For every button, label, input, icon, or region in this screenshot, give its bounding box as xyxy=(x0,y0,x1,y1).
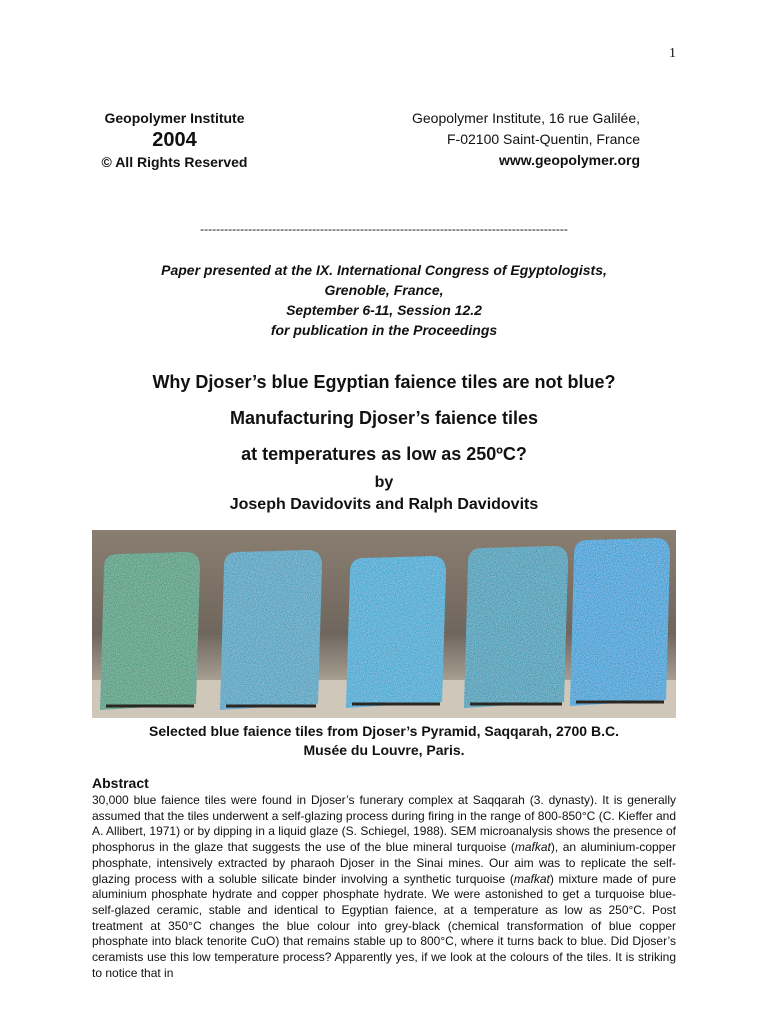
presentation-line-2: Grenoble, France, xyxy=(324,282,444,298)
institute-header xyxy=(92,108,257,172)
separator-line: -------------------------------------------------------------------------------------------- xyxy=(200,222,568,236)
address-line-2: F-02100 Saint-Quentin, France xyxy=(447,131,640,147)
address-block xyxy=(412,108,640,171)
rights-notice: © All Rights Reserved xyxy=(101,154,248,170)
faience-tile-5 xyxy=(570,538,670,706)
copyright-year: 2004 xyxy=(152,129,197,151)
address-line-1: Geopolymer Institute, 16 rue Galilée, xyxy=(411,110,640,126)
faience-tile-2 xyxy=(220,550,322,710)
caption-line-1: Selected blue faience tiles from Djoser’s Pyramid, Saqqarah, 2700 B.C. xyxy=(149,723,619,739)
abstract-part-2: ), an aluminium-copper phosphate, intensively extracted by pharaoh Djoser in the Sinai mines. Our aim was to replicate the self-glazing process with a soluble silicate binder involving a synthetic turquoise ( xyxy=(92,840,677,886)
presentation-line-1: Paper presented at the IX. International Congress of Egyptologists, xyxy=(161,262,607,278)
faience-tile-3 xyxy=(346,556,446,708)
presentation-note xyxy=(92,260,676,340)
title-line-3: at temperatures as low as 250ºC? xyxy=(241,444,527,464)
byline xyxy=(92,472,676,516)
faience-tiles-photo xyxy=(92,530,676,718)
caption-line-2: Musée du Louvre, Paris. xyxy=(303,742,465,758)
title-line-2: Manufacturing Djoser’s faience tiles xyxy=(229,408,539,428)
title-line-1: Why Djoser’s blue Egyptian faience tiles are not blue? xyxy=(152,372,616,392)
byline-by: by xyxy=(374,474,394,491)
faience-tile-4 xyxy=(464,546,568,708)
figure-caption xyxy=(92,722,676,760)
page-number: 1 xyxy=(669,46,676,61)
abstract-part-3: ) mixture made of pure aluminium phosphate hydrate and copper phosphate hydrate. We were astonished to get a turquoise blue-self-glazed ceramic, stable and identical to Egyptian faience, at a temperature as low as 250°C. Post treatment at 350°C changes the blue colour into grey-black (chemical transformation of blue copper phosphate into black tenorite CuO) that remains stable up to 800°C, where it turns back to blue. Did Djoser’s ceramists use this low temperature process? Apparently yes, if we look at the colours of the tiles. It is striking to notice that in xyxy=(92,871,676,980)
abstract-term-1: mafkat xyxy=(514,840,551,855)
presentation-line-4: for publication in the Proceedings xyxy=(270,322,498,338)
abstract-part-1: 30,000 blue faience tiles were found in Djoser’s funerary complex at Saqqarah (3. dynasty). It is generally assumed that the tiles underwent a self-glazing process during firing in the range of 800-850°C (C. Kieffer and A. Allibert, 1971) or by dipping in a liquid glaze (S. Schiegel, 1988). SEM microanalysis shows the presence of phosphorus in the glaze that suggests the use of the blue mineral turquoise ( xyxy=(92,793,676,855)
institute-name: Geopolymer Institute xyxy=(104,110,245,126)
faience-tile-1 xyxy=(100,552,200,710)
paper-title xyxy=(92,364,676,472)
abstract-heading: Abstract xyxy=(92,775,149,791)
authors: Joseph Davidovits and Ralph Davidovits xyxy=(229,496,539,513)
presentation-line-3: September 6-11, Session 12.2 xyxy=(286,302,482,318)
website-link[interactable]: www.geopolymer.org xyxy=(498,152,640,168)
abstract-term-2: mafkat xyxy=(513,871,550,886)
abstract-text xyxy=(92,793,676,981)
